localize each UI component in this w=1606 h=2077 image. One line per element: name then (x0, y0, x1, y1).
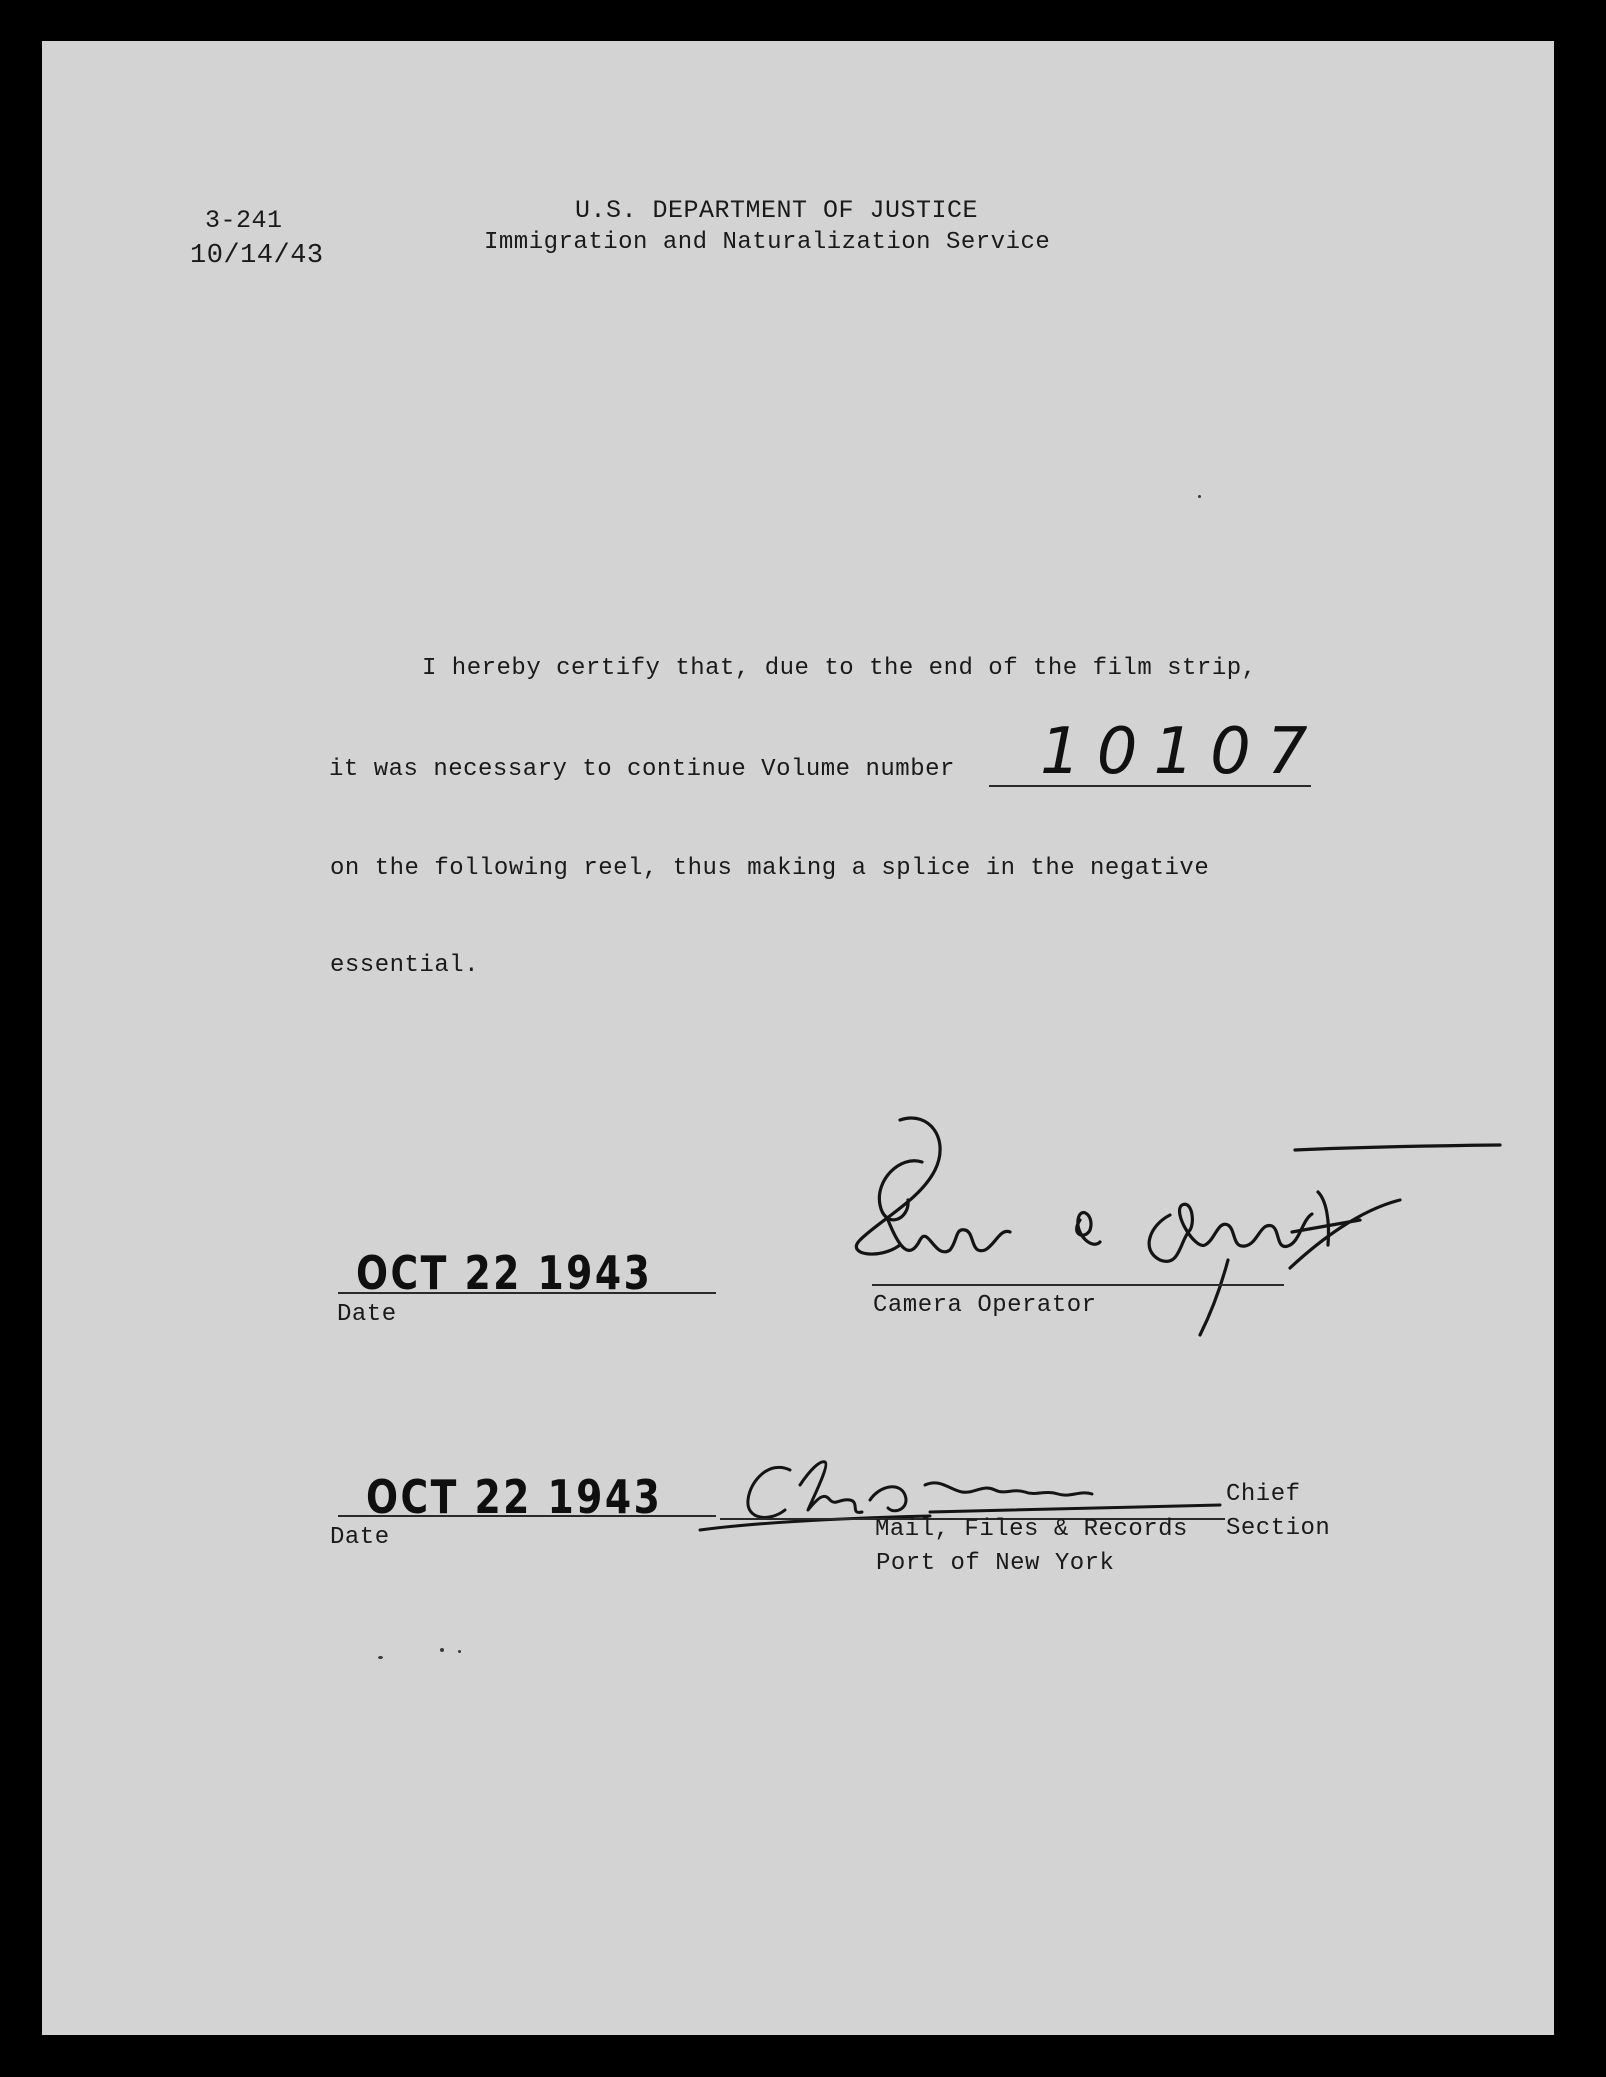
paper-speck (378, 1656, 383, 1659)
camera-operator-line (872, 1284, 1284, 1286)
section-label: Section (1226, 1515, 1331, 1542)
form-date: 10/14/43 (190, 241, 324, 271)
paper-speck (440, 1648, 444, 1652)
port-label: Port of New York (876, 1550, 1115, 1577)
date-line-1 (338, 1292, 716, 1294)
paper-speck (458, 1650, 461, 1653)
camera-operator-label: Camera Operator (873, 1292, 1097, 1319)
certification-line-3: on the following reel, thus making a splice in the negative (330, 855, 1210, 882)
form-code: 3-241 (205, 206, 283, 235)
department-heading: U.S. DEPARTMENT OF JUSTICE (575, 196, 979, 225)
mail-files-records-label: Mail, Files & Records (875, 1516, 1188, 1543)
date-stamp-2: OCT 22 1943 (366, 1470, 663, 1524)
date-line-2 (338, 1515, 716, 1517)
date-stamp-1: OCT 22 1943 (356, 1246, 653, 1300)
chief-label: Chief (1226, 1481, 1301, 1508)
paper-speck (1198, 495, 1201, 498)
document-page (42, 41, 1554, 2035)
handwritten-volume-number: 10107 (1040, 715, 1324, 789)
service-heading: Immigration and Naturalization Service (484, 229, 1051, 256)
date-label-1: Date (337, 1301, 397, 1328)
certification-line-4: essential. (330, 952, 480, 979)
certification-line-2: it was necessary to continue Volume number (329, 756, 955, 783)
certification-line-1: I hereby certify that, due to the end of the film strip, (422, 655, 1257, 682)
date-label-2: Date (330, 1524, 390, 1551)
